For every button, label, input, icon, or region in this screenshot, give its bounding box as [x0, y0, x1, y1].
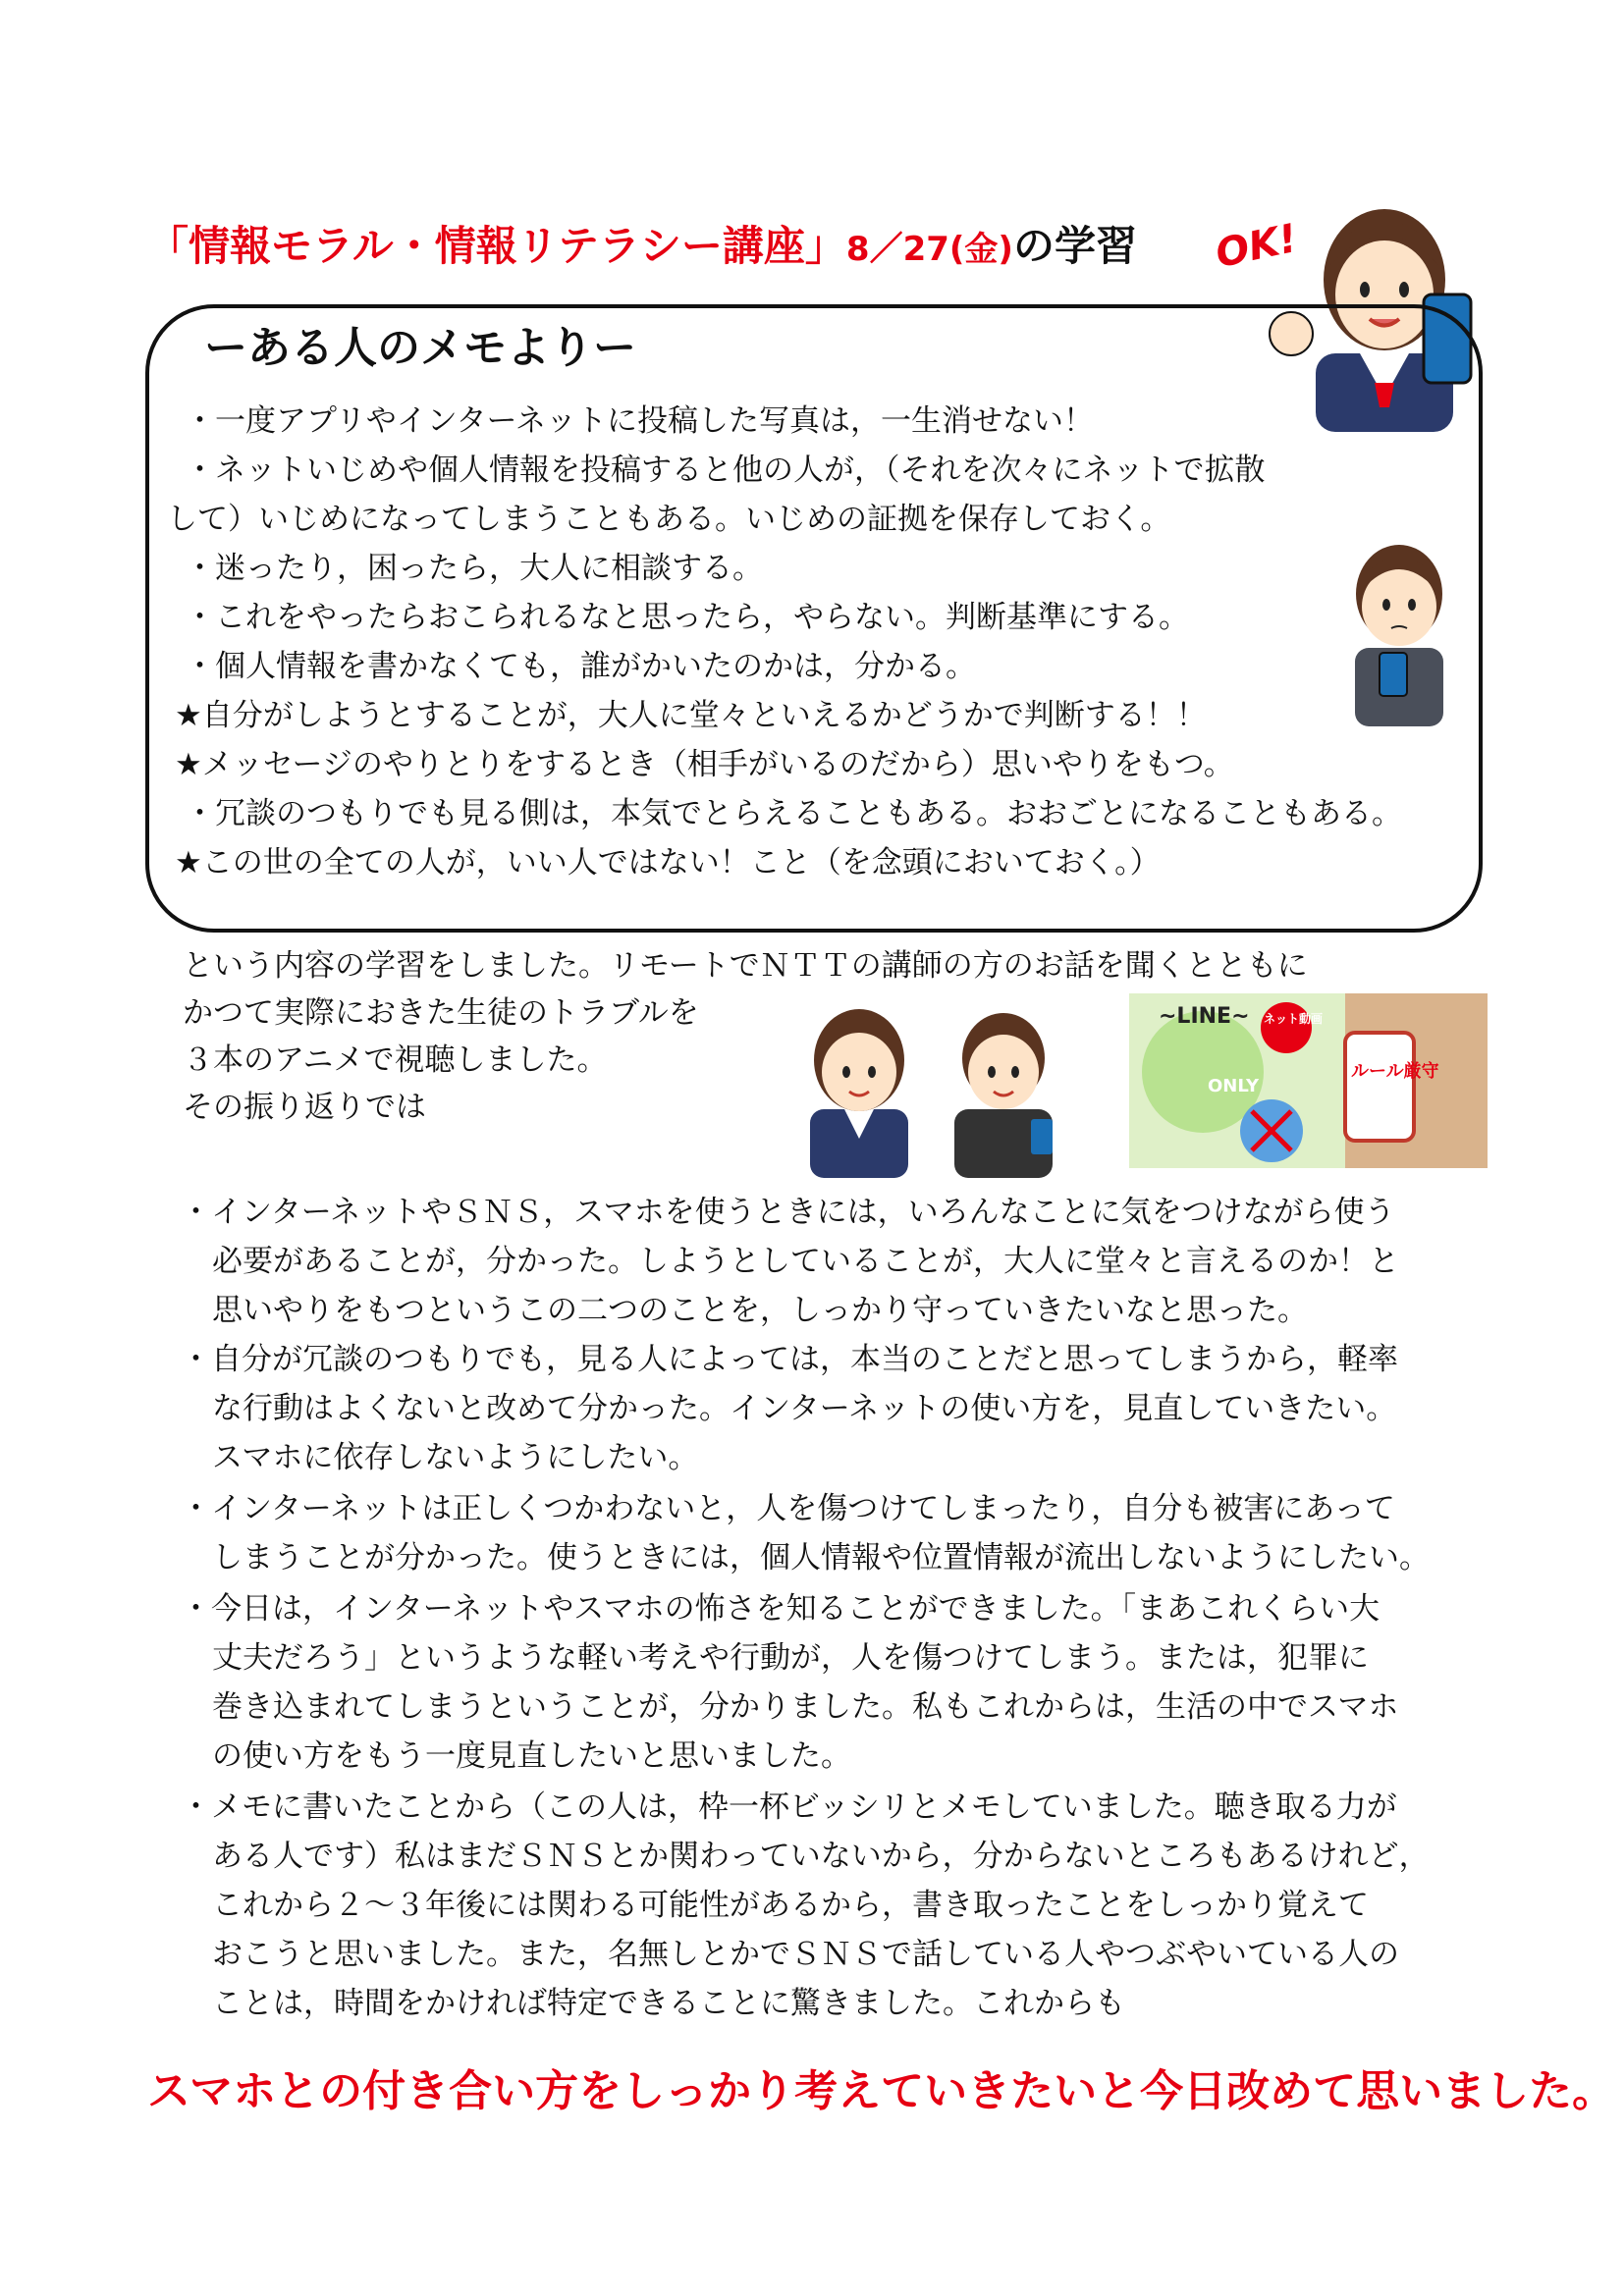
- title-course: 「情報モラル・情報リテラシー講座」: [147, 222, 846, 270]
- reflection-line: 必要があることが，分かった。しようとしていることが，大人に堂々と言えるのか！と: [212, 1244, 1399, 1279]
- memo-line: ・一度アプリやインターネットに投稿した写真は，一生消せない！: [185, 403, 1094, 439]
- memo-line: ・冗談のつもりでも見る側は，本気でとらえることもある。おおごとになることもある。: [185, 796, 1402, 831]
- intro-line: その振り返りでは: [183, 1090, 426, 1125]
- reflection-line: の使い方をもう一度見直したいと思いました。: [212, 1738, 851, 1774]
- rule-label: ルール厳守: [1351, 1061, 1439, 1082]
- memo-line: ・ネットいじめや個人情報を投稿すると他の人が，（それを次々にネットで拡散: [185, 453, 1266, 488]
- boy-phone-illustration: [1335, 530, 1463, 726]
- reflection-line: ・メモに書いたことから（この人は，枠一杯ビッシリとメモしていました。聴き取る力が: [181, 1789, 1397, 1825]
- reflection-line: ・今日は，インターネットやスマホの怖さを知ることができました。「まあこれくらい大: [181, 1591, 1380, 1627]
- reflection-line: 巻き込まれてしまうということが，分かりました。私もこれからは，生活の中でスマホ: [212, 1689, 1399, 1725]
- reflection-line: しまうことが分かった。使うときには，個人情報や位置情報が流出しないようにしたい。: [212, 1540, 1430, 1575]
- students-illustration: [785, 1001, 1070, 1178]
- reflection-line: ことは，時間をかければ特定できることに驚きました。これからも: [212, 1986, 1125, 2021]
- closing-statement: スマホとの付き合い方をしっかり考えていきたいと今日改めて思いました。: [147, 2066, 1616, 2116]
- reflection-line: おこうと思いました。また，名無しとかでＳＮＳで話している人やつぶやいている人の: [212, 1937, 1399, 1972]
- only-label: ONLY: [1208, 1076, 1260, 1096]
- reflection-line: 思いやりをもつというこの二つのことを，しっかり守っていきたいなと思った。: [212, 1293, 1308, 1328]
- reflection-line: ・インターネットやＳＮＳ，スマホを使うときには，いろんなことに気をつけながら使う: [181, 1195, 1395, 1230]
- memo-line: ・迷ったり，困ったら，大人に相談する。: [185, 551, 763, 586]
- ok-mark: OK!: [1212, 215, 1302, 278]
- memo-line: ★メッセージのやりとりをするとき（相手がいるのだから）思いやりをもつ。: [175, 747, 1234, 782]
- title-date: 8／27(金): [845, 230, 1013, 269]
- memo-heading: ーある人のメモよりー: [196, 312, 644, 375]
- intro-line: という内容の学習をしました。リモートでＮＴＴの講師の方のお話を聞くとともに: [183, 948, 1308, 984]
- net-label: ネット動画: [1264, 1012, 1324, 1026]
- reflection-line: 丈夫だろう」というような軽い考えや行動が，人を傷つけてしまう。または，犯罪に: [212, 1640, 1369, 1676]
- line-label: ~LINE~: [1159, 1004, 1250, 1029]
- reflection-line: これから２～３年後には関わる可能性があるから，書き取ったことをしっかり覚えて: [212, 1888, 1369, 1923]
- memo-line: ・これをやったらおこられるなと思ったら，やらない。判断基準にする。: [185, 600, 1189, 635]
- reflection-line: ・インターネットは正しくつかわないと，人を傷つけてしまったり，自分も被害にあって: [181, 1491, 1395, 1526]
- memo-line: ★自分がしようとすることが，大人に堂々といえるかどうかで判断する！！: [175, 698, 1207, 733]
- intro-line: ３本のアニメで視聴しました。: [183, 1042, 608, 1078]
- reflection-line: な行動はよくないと改めて分かった。インターネットの使い方を，見直していきたい。: [212, 1391, 1397, 1426]
- reflection-line: スマホに依存しないようにしたい。: [212, 1440, 699, 1475]
- memo-line: ・個人情報を書かなくても，誰がかいたのかは，分かる。: [185, 649, 976, 684]
- intro-line: かつて実際におきた生徒のトラブルを: [183, 995, 699, 1031]
- reflection-line: ある人です）私はまだＳＮＳとか関わっていないから，分からないところもあるけれど，: [212, 1839, 1430, 1874]
- title-suffix: の学習: [1012, 222, 1137, 270]
- memo-line: して）いじめになってしまうこともある。いじめの証拠を保存しておく。: [167, 502, 1171, 537]
- memo-line: ★この世の全ての人が，いい人ではない！こと（を念頭においておく。）: [175, 845, 1161, 881]
- line-rules-illustration: [1129, 993, 1488, 1168]
- reflection-line: ・自分が冗談のつもりでも，見る人によっては，本当のことだと思ってしまうから，軽率: [181, 1342, 1398, 1377]
- page-title: [147, 214, 1137, 273]
